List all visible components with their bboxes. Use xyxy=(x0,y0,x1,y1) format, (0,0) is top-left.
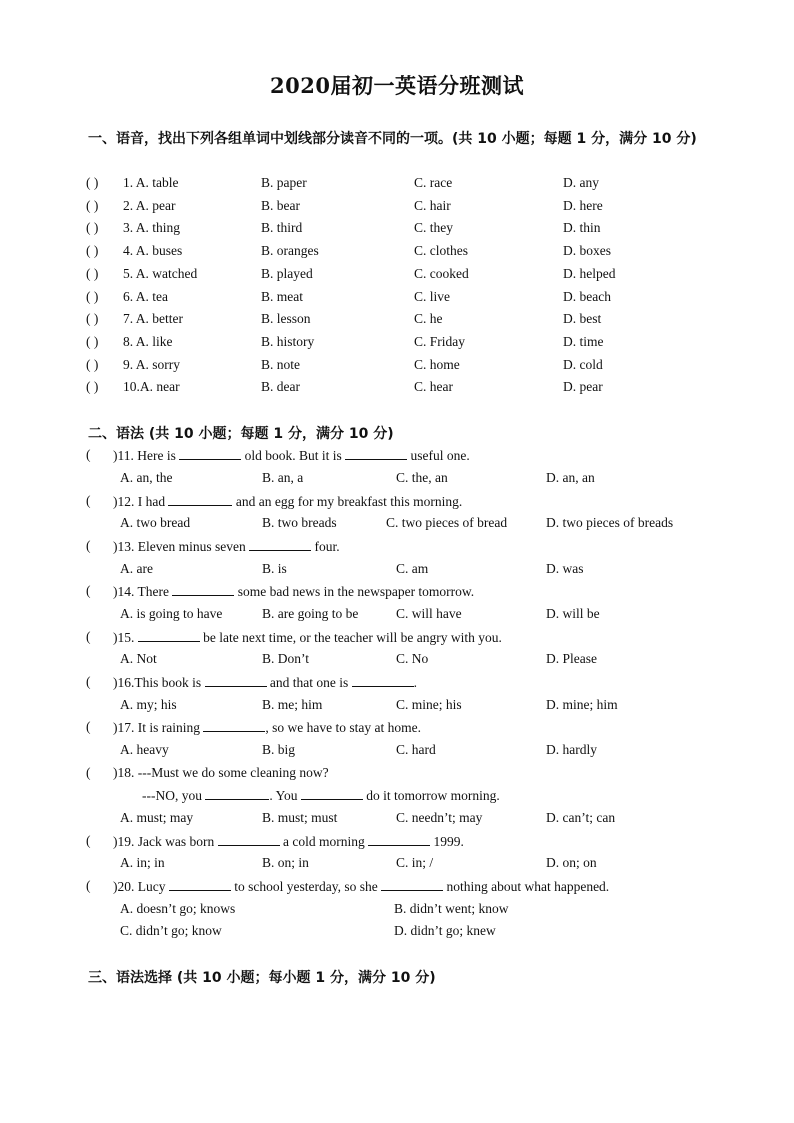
answer-blank xyxy=(301,785,363,800)
q14-stem-1: )14. There xyxy=(113,584,169,599)
question-15 xyxy=(86,627,726,647)
option-c: C. they xyxy=(414,220,453,236)
option-c: C. didn’t go; know xyxy=(120,923,222,938)
option-a: A. is going to have xyxy=(120,606,223,621)
option-a: A. must; may xyxy=(120,810,194,825)
option-a: A. are xyxy=(120,561,153,576)
option-d: D. will be xyxy=(546,606,600,621)
question-17-options xyxy=(86,740,726,760)
option-b: B. an, a xyxy=(262,470,304,485)
answer-paren: ( xyxy=(86,629,91,644)
option-a: A. two bread xyxy=(120,515,191,530)
question-20-options-row1 xyxy=(86,899,726,919)
question-18-options xyxy=(86,808,726,828)
option-b: B. third xyxy=(261,220,303,236)
option-d: D. on; on xyxy=(546,855,597,870)
q12-stem-1: )12. I had xyxy=(113,494,166,509)
answer-paren: ( ) xyxy=(86,379,99,395)
question-18 xyxy=(86,763,726,783)
option-a xyxy=(123,377,180,397)
option-d: D. can’t; can xyxy=(546,810,616,825)
answer-blank xyxy=(168,491,232,506)
option-d: D. boxes xyxy=(563,243,611,259)
option-c: C. am xyxy=(396,561,429,576)
answer-paren: ( ) xyxy=(86,197,99,213)
answer-paren: ( xyxy=(86,674,91,689)
answer-blank xyxy=(172,581,234,596)
q18-line2-c: do it tomorrow morning. xyxy=(366,788,500,803)
question-12-options xyxy=(86,513,726,533)
option-a xyxy=(123,332,173,352)
question-13 xyxy=(86,536,726,556)
option-c: C. needn’t; may xyxy=(396,810,483,825)
option-a: A. Not xyxy=(120,651,157,666)
option-b: B. bear xyxy=(261,197,300,213)
answer-paren: ( xyxy=(86,583,91,598)
phonics-item-2 xyxy=(86,196,726,216)
question-20 xyxy=(86,876,726,896)
option-b: B. two breads xyxy=(262,515,337,530)
q11-stem-3: useful one. xyxy=(410,448,470,463)
answer-blank xyxy=(205,672,267,687)
phonics-item-5 xyxy=(86,264,726,284)
answer-blank xyxy=(169,876,231,891)
option-d: D. pear xyxy=(563,379,603,395)
item-number: 10.A. xyxy=(123,379,153,395)
question-16 xyxy=(86,672,726,692)
page-title: 2020届初一英语分班测试 xyxy=(270,73,524,98)
phonics-item-8 xyxy=(86,332,726,352)
q13-stem-1: )13. Eleven minus seven xyxy=(113,539,246,554)
option-b: B. paper xyxy=(261,175,307,190)
option-a-word: buses xyxy=(152,243,183,259)
q19-stem-2: a cold morning xyxy=(282,834,365,849)
option-b: B. played xyxy=(261,265,313,281)
option-d: D. any xyxy=(563,175,599,190)
item-number: 3. A. xyxy=(123,220,149,236)
option-a: A. doesn’t go; knows xyxy=(120,901,236,916)
q15-stem-2: be late next time, or the teacher will be angry with you. xyxy=(203,630,502,645)
phonics-item-10 xyxy=(86,377,726,397)
q11-stem-2: old book. But it is xyxy=(244,448,342,463)
option-a xyxy=(123,218,180,238)
phonics-item-9 xyxy=(86,355,726,375)
answer-paren: ( ) xyxy=(86,311,99,327)
option-d: D. Please xyxy=(546,651,597,666)
option-d: D. thin xyxy=(563,220,601,236)
option-a xyxy=(123,264,197,284)
option-a xyxy=(123,287,168,307)
option-b: B. Don’t xyxy=(262,651,310,666)
option-a xyxy=(123,173,179,193)
question-14-options xyxy=(86,604,726,624)
option-c: C. in; / xyxy=(396,855,434,870)
question-11-options xyxy=(86,468,726,488)
answer-paren: ( ) xyxy=(86,356,99,372)
answer-blank xyxy=(138,627,200,642)
q18-stem-1: )18. ---Must we do some cleaning now? xyxy=(113,765,329,780)
q20-stem-1: )20. Lucy xyxy=(113,879,166,894)
answer-paren: ( ) xyxy=(86,288,99,304)
option-b: B. meat xyxy=(261,288,303,304)
answer-paren: ( xyxy=(86,765,91,780)
option-a: A. an, the xyxy=(120,470,173,485)
option-a: A. my; his xyxy=(120,697,177,712)
option-d: D. didn’t go; knew xyxy=(394,923,496,938)
option-b: B. oranges xyxy=(261,243,319,259)
option-d: D. mine; him xyxy=(546,697,618,712)
option-d: D. best xyxy=(563,311,602,327)
section3-heading: 三、语法选择 (共 10 小题；每小题 1 分，满分 10 分) xyxy=(88,970,436,986)
answer-paren: ( xyxy=(86,493,91,508)
option-b: B. must; must xyxy=(262,810,338,825)
answer-paren: ( xyxy=(86,878,91,893)
option-a xyxy=(123,355,180,375)
q19-stem-3: 1999. xyxy=(433,834,464,849)
answer-blank xyxy=(203,717,265,732)
option-c: C. live xyxy=(414,288,450,304)
q12-stem-2: and an egg for my breakfast this morning. xyxy=(235,494,463,509)
option-d: D. time xyxy=(563,333,604,349)
option-c: C. will have xyxy=(396,606,462,621)
item-number: 9. A. xyxy=(123,356,149,372)
q18-line2-a: ---NO, you xyxy=(142,788,202,803)
option-a-word: better xyxy=(152,311,183,327)
item-number: 5. A. xyxy=(123,265,149,281)
option-b: B. are going to be xyxy=(262,606,359,621)
question-12 xyxy=(86,491,726,511)
question-15-options xyxy=(86,649,726,669)
option-a-word: watched xyxy=(152,265,198,281)
option-b: B. on; in xyxy=(262,855,309,870)
option-a xyxy=(123,196,176,216)
option-a xyxy=(123,309,183,329)
option-b: B. history xyxy=(261,333,315,349)
option-c: C. No xyxy=(396,651,429,666)
question-18-line2 xyxy=(86,785,726,805)
option-a-word: table xyxy=(152,175,179,190)
answer-blank xyxy=(345,445,407,460)
option-b: B. is xyxy=(262,561,287,576)
q16-stem-1: )16.This book is xyxy=(113,675,202,690)
q15-stem-1: )15. xyxy=(113,630,135,645)
answer-paren: ( ) xyxy=(86,265,99,281)
option-c: C. hear xyxy=(414,379,453,395)
option-d: D. was xyxy=(546,561,584,576)
option-b: B. me; him xyxy=(262,697,323,712)
section1-heading: 一、语音，找出下列各组单词中划线部分读音不同的一项。(共 10 小题；每题 1 分，满分 10 分) xyxy=(88,131,697,147)
question-19-options xyxy=(86,853,726,873)
item-number: 6. A. xyxy=(123,288,149,304)
option-a xyxy=(123,241,182,261)
q16-stem-3: . xyxy=(413,675,417,690)
q11-stem-1: )11. Here is xyxy=(113,448,176,463)
option-b: B. dear xyxy=(261,379,300,395)
item-number: 2. A. xyxy=(123,197,149,213)
question-16-options xyxy=(86,695,726,715)
q18-line2-b: . You xyxy=(269,788,298,803)
answer-blank xyxy=(368,831,430,846)
option-a-word: thing xyxy=(152,220,181,236)
option-a: A. heavy xyxy=(120,742,169,757)
question-14 xyxy=(86,581,726,601)
option-a-word: near xyxy=(156,379,180,395)
item-number: 4. A. xyxy=(123,243,149,259)
q14-stem-2: some bad news in the newspaper tomorrow. xyxy=(237,584,475,599)
q20-stem-3: nothing about what happened. xyxy=(446,879,610,894)
question-11 xyxy=(86,445,726,465)
answer-paren: ( xyxy=(86,833,91,848)
option-a-word: like xyxy=(152,333,173,349)
answer-blank xyxy=(249,536,311,551)
option-c: C. hard xyxy=(396,742,436,757)
option-d: D. beach xyxy=(563,288,611,304)
option-d: D. here xyxy=(563,197,603,213)
phonics-item-1 xyxy=(86,173,726,193)
q20-stem-2: to school yesterday, so she xyxy=(234,879,378,894)
q17-stem-2: , so we have to stay at home. xyxy=(265,720,421,735)
answer-paren: ( ) xyxy=(86,175,99,190)
option-b: B. didn’t went; know xyxy=(394,901,509,916)
answer-blank xyxy=(205,785,269,800)
answer-paren: ( xyxy=(86,447,91,462)
section2-heading: 二、语法 (共 10 小题；每题 1 分，满分 10 分) xyxy=(88,426,394,442)
q19-stem-1: )19. Jack was born xyxy=(113,834,215,849)
question-20-options-row2 xyxy=(86,921,726,941)
answer-blank xyxy=(352,672,414,687)
answer-paren: ( xyxy=(86,719,91,734)
option-c: C. Friday xyxy=(414,333,466,349)
question-19 xyxy=(86,831,726,851)
option-c: C. race xyxy=(414,175,453,190)
option-d: D. cold xyxy=(563,356,603,372)
question-17 xyxy=(86,717,726,737)
answer-blank xyxy=(179,445,241,460)
option-b: B. lesson xyxy=(261,311,311,327)
option-a-word: sorry xyxy=(152,356,181,372)
option-d: D. two pieces of breads xyxy=(546,515,674,530)
option-a-word: pear xyxy=(152,197,176,213)
option-c: C. the, an xyxy=(396,470,448,485)
item-number: 8. A. xyxy=(123,333,149,349)
option-a: A. in; in xyxy=(120,855,165,870)
option-a-word: tea xyxy=(152,288,169,304)
option-c: C. hair xyxy=(414,197,451,213)
phonics-item-4 xyxy=(86,241,726,261)
answer-paren: ( ) xyxy=(86,220,99,236)
answer-paren: ( ) xyxy=(86,243,99,259)
option-c: C. home xyxy=(414,356,460,372)
option-c: C. two pieces of bread xyxy=(386,515,508,530)
option-b: B. note xyxy=(261,356,300,372)
question-13-options xyxy=(86,559,726,579)
q13-stem-2: four. xyxy=(314,539,340,554)
item-number: 7. A. xyxy=(123,311,149,327)
answer-blank xyxy=(218,831,280,846)
q16-stem-2: and that one is xyxy=(269,675,349,690)
answer-paren: ( xyxy=(86,538,91,553)
option-d: D. hardly xyxy=(546,742,597,757)
option-c: C. cooked xyxy=(414,265,469,281)
answer-paren: ( ) xyxy=(86,333,99,349)
option-c: C. clothes xyxy=(414,243,468,259)
phonics-item-3 xyxy=(86,218,726,238)
phonics-item-6 xyxy=(86,287,726,307)
option-c: C. he xyxy=(414,311,443,327)
option-d: D. helped xyxy=(563,265,616,281)
option-b: B. big xyxy=(262,742,296,757)
item-number: 1. A. xyxy=(123,175,149,190)
option-c: C. mine; his xyxy=(396,697,462,712)
option-d: D. an, an xyxy=(546,470,595,485)
answer-blank xyxy=(381,876,443,891)
phonics-item-7 xyxy=(86,309,726,329)
q17-stem-1: )17. It is raining xyxy=(113,720,200,735)
